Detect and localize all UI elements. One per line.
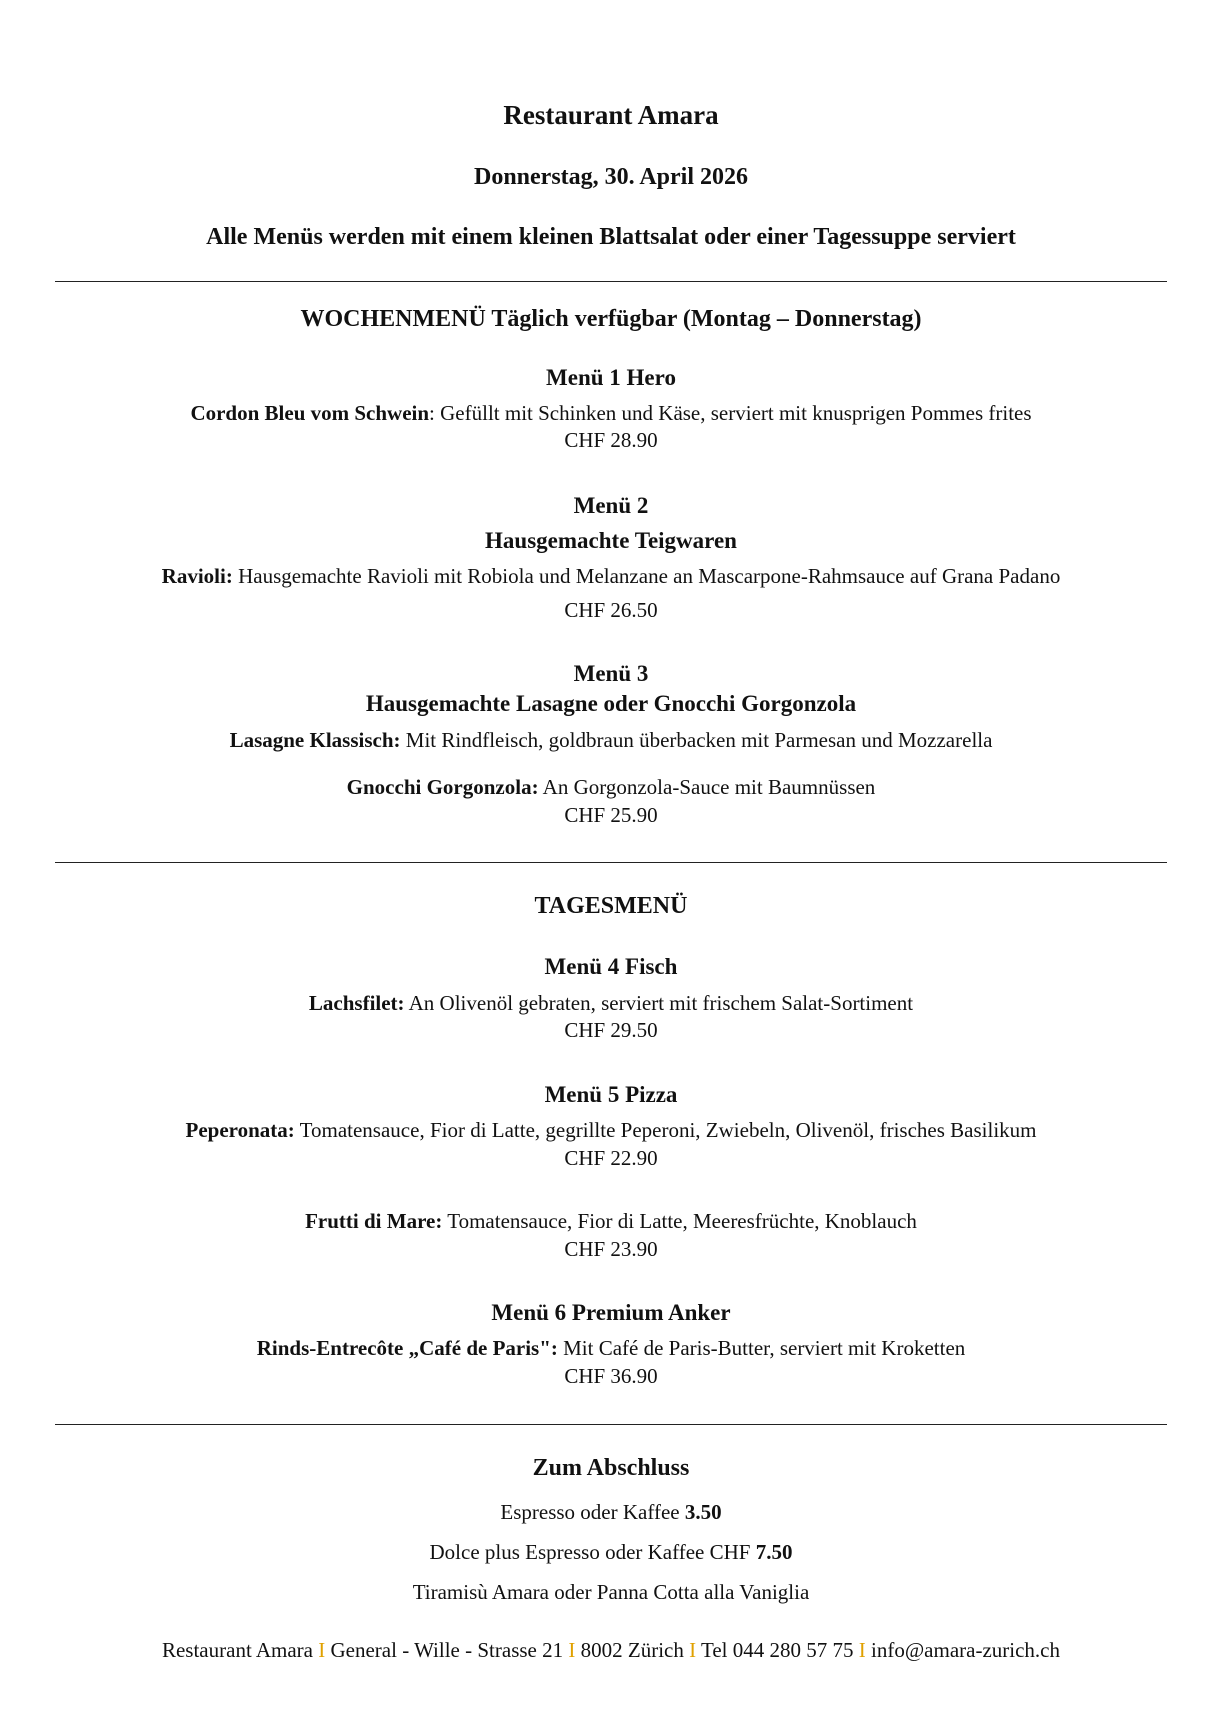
closing-dolce [0,1540,1222,1565]
menu1-dish [0,401,1222,426]
divider [55,862,1167,863]
footer-name: Restaurant Amara [161,1638,313,1662]
serving-note: Alle Menüs werden mit einem kleinen Blattsalat oder einer Tagessuppe serviert [206,224,1016,250]
daily-menu-heading: TAGESMENÜ [534,893,688,919]
footer-city: 8002 Zürich [580,1638,684,1662]
menu3-title: Menü 3 [573,661,649,686]
dish-name: Lasagne Klassisch: [229,728,401,752]
dish-description: : Gefüllt mit Schinken und Käse, serviert mit knusprigen Pommes frites [429,401,1032,425]
closing-item-price: 7.50 [755,1540,793,1564]
menu5-title: Menü 5 Pizza [544,1082,678,1107]
menu5-dish-peperonata [0,1118,1222,1143]
menu5-dish-frutti [0,1209,1222,1234]
dish-name: Rinds-Entrecôte „Café de Paris": [256,1336,558,1360]
menu5-price-frutti: CHF 23.90 [564,1237,658,1261]
closing-heading: Zum Abschluss [532,1455,690,1481]
menu6-title: Menü 6 Premium Anker [491,1300,731,1325]
menu2-price: CHF 26.50 [564,598,658,622]
menu3-price: CHF 25.90 [564,803,658,827]
closing-espresso [0,1500,1222,1525]
closing-desserts: Tiramisù Amara oder Panna Cotta alla Vaniglia [412,1580,810,1604]
dish-description: Mit Café de Paris-Butter, serviert mit Kroketten [557,1336,966,1360]
menu2-subtitle: Hausgemachte Teigwaren [485,528,737,553]
closing-item-text: Dolce plus Espresso oder Kaffee CHF [429,1540,756,1564]
menu6-dish [0,1336,1222,1361]
dish-name: Frutti di Mare: [305,1209,443,1233]
dish-description: Tomatensauce, Fior di Latte, Meeresfrüchte, Knoblauch [442,1209,917,1233]
menu1-title: Menü 1 Hero [546,365,676,390]
dish-description: Tomatensauce, Fior di Latte, gegrillte Peperoni, Zwiebeln, Olivenöl, frisches Basilikum [294,1118,1037,1142]
footer-address: General - Wille - Strasse 21 [330,1638,564,1662]
menu4-title: Menü 4 Fisch [544,954,678,979]
menu2-title: Menü 2 [573,493,649,518]
menu2-dish [0,564,1222,589]
footer [0,1638,1222,1663]
menu4-dish [0,991,1222,1016]
dish-name: Lachsfilet: [308,991,405,1015]
menu4-price: CHF 29.50 [564,1018,658,1042]
weekly-menu-heading: WOCHENMENÜ Täglich verfügbar (Montag – Donnerstag) [300,306,922,332]
menu1-price: CHF 28.90 [564,428,658,452]
menu3-dish-lasagne [0,728,1222,753]
restaurant-title: Restaurant Amara [503,100,719,130]
footer-phone: Tel 044 280 57 75 [700,1638,854,1662]
footer-separator: I [689,1638,697,1662]
dish-name: Cordon Bleu vom Schwein [190,401,430,425]
menu3-dish-gnocchi [0,775,1222,800]
dish-description: Hausgemachte Ravioli mit Robiola und Melanzane an Mascarpone-Rahmsauce auf Grana Padano [232,564,1061,588]
divider [55,281,1167,282]
menu6-price: CHF 36.90 [564,1364,658,1388]
dish-description: An Gorgonzola-Sauce mit Baumnüssen [538,775,876,799]
closing-item-text: Espresso oder Kaffee [500,1500,685,1524]
divider [55,1424,1167,1425]
footer-separator: I [318,1638,326,1662]
dish-name: Ravioli: [161,564,233,588]
dish-description: Mit Rindfleisch, goldbraun überbacken mit Parmesan und Mozzarella [400,728,993,752]
dish-description: An Olivenöl gebraten, serviert mit frischem Salat-Sortiment [404,991,914,1015]
footer-separator: I [858,1638,866,1662]
dish-name: Gnocchi Gorgonzola: [346,775,539,799]
menu5-price-peperonata: CHF 22.90 [564,1146,658,1170]
menu3-subtitle: Hausgemachte Lasagne oder Gnocchi Gorgonzola [365,691,857,716]
footer-separator: I [568,1638,576,1662]
dish-name: Peperonata: [185,1118,295,1142]
closing-item-price: 3.50 [684,1500,722,1524]
menu-date: Donnerstag, 30. April 2026 [473,164,748,190]
footer-email-link[interactable]: info@amara-zurich.ch [871,1638,1061,1662]
